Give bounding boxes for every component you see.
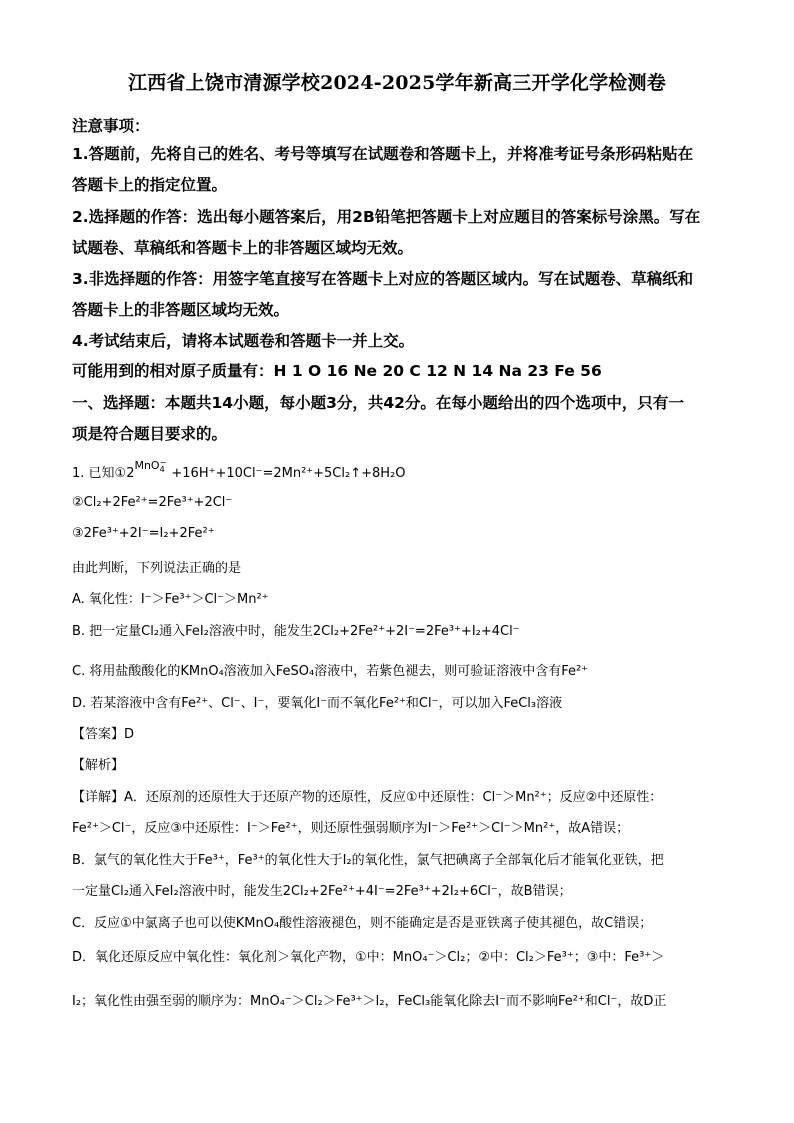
option-c: C. 将用盐酸酸化的KMnO₄溶液加入FeSO₄溶液中，若紫色褪去，则可验证溶液中含有Fe²⁺: [72, 664, 589, 679]
detail-line-3: B．氯气的氧化性大于Fe³⁺，Fe³⁺的氧化性大于I₂的氧化性，氯气把碘离子全部氧化后才能氧化亚铁，把: [72, 853, 664, 868]
notice-item-2-line-1: 2.选择题的作答：选出每小题答案后，用2B铅笔把答题卡上对应题目的答案标号涂黑。写在: [72, 208, 701, 226]
reaction-1-rest: +16H⁺+10Cl⁻=2Mn²⁺+5Cl₂↑+8H₂O: [171, 466, 406, 481]
question-stem: 由此判断，下列说法正确的是: [72, 561, 242, 576]
atomic-masses: 可能用到的相对原子质量有：H 1 O 16 Ne 20 C 12 N 14 Na 23 Fe 56: [72, 362, 602, 380]
notice-item-4: 4.考试结束后，请将本试题卷和答题卡一并上交。: [72, 332, 415, 350]
question-reaction-1: [72, 458, 406, 481]
notice-item-3-line-1: 3.非选择题的作答：用签字笔直接写在答题卡上对应的答题区域内。写在试题卷、草稿纸和: [72, 270, 694, 288]
detail-line-1: 【详解】A．还原剂的还原性大于还原产物的还原性，反应①中还原性：Cl⁻＞Mn²⁺；反应②中还原性：: [72, 790, 663, 805]
option-d: D. 若某溶液中含有Fe²⁺、Cl⁻、I⁻，要氧化I⁻而不氧化Fe²⁺和Cl⁻，可以加入FeCl₃溶液: [72, 696, 563, 711]
detail-line-5: C．反应①中氯离子也可以使KMnO₄酸性溶液褪色，则不能确定是否是亚铁离子使其褪色，故C错误；: [72, 916, 653, 931]
notice-item-2-line-2: 试题卷、草稿纸和答题卡上的非答题区域均无效。: [72, 239, 414, 257]
notice-item-3-line-2: 答题卡上的非答题区域均无效。: [72, 301, 290, 319]
detail-line-2: Fe²⁺＞Cl⁻，反应③中还原性：I⁻＞Fe²⁺，则还原性强弱顺序为I⁻＞Fe²⁺＞Cl⁻＞Mn²⁺，故A错误；: [72, 821, 630, 836]
section-heading-line-1: 一、选择题：本题共14小题，每小题3分，共42分。在每小题给出的四个选项中，只有一: [72, 394, 684, 412]
page-title: 江西省上饶市清源学校2024-2025学年新高三开学化学检测卷: [128, 72, 666, 94]
permanganate-text: MnO: [134, 459, 160, 472]
detail-line-6: D．氧化还原反应中氧化性：氧化剂＞氧化产物，①中：MnO₄⁻＞Cl₂；②中：Cl₂＞Fe³⁺；③中：Fe³⁺＞: [72, 950, 665, 965]
notice-heading: 注意事项：: [72, 117, 150, 135]
permanganate-formula: [134, 459, 171, 472]
permanganate-charge: −: [159, 458, 167, 467]
notice-item-1-line-1: 1.答题前，先将自己的姓名、考号等填写在试题卷和答题卡上，并将准考证号条形码粘贴在: [72, 145, 694, 163]
notice-item-1-line-2: 答题卡上的指定位置。: [72, 176, 228, 194]
analysis-heading: 【解析】: [72, 758, 125, 773]
question-reaction-2: ②Cl₂+2Fe²⁺=2Fe³⁺+2Cl⁻: [72, 495, 233, 510]
detail-line-7: I₂；氧化性由强至弱的顺序为：MnO₄⁻＞Cl₂＞Fe³⁺＞I₂，FeCl₃能氧化除去I⁻而不影响Fe²⁺和Cl⁻，故D正: [72, 994, 667, 1009]
option-b: B. 把一定量Cl₂通入FeI₂溶液中时，能发生2Cl₂+2Fe²⁺+2I⁻=2Fe³⁺+I₂+4Cl⁻: [72, 624, 520, 639]
question-reaction-3: ③2Fe³⁺+2I⁻=I₂+2Fe²⁺: [72, 526, 215, 541]
detail-line-4: 一定量Cl₂通入FeI₂溶液中时，能发生2Cl₂+2Fe²⁺+4I⁻=2Fe³⁺+2I₂+6Cl⁻，故B错误；: [72, 884, 572, 899]
question-prefix: 1. 已知①2: [72, 466, 135, 481]
section-heading-line-2: 项是符合题目要求的。: [72, 425, 228, 443]
permanganate-subscript: 4: [159, 465, 165, 474]
option-a: A. 氧化性：I⁻＞Fe³⁺＞Cl⁻＞Mn²⁺: [72, 592, 269, 607]
answer: 【答案】D: [72, 727, 135, 742]
